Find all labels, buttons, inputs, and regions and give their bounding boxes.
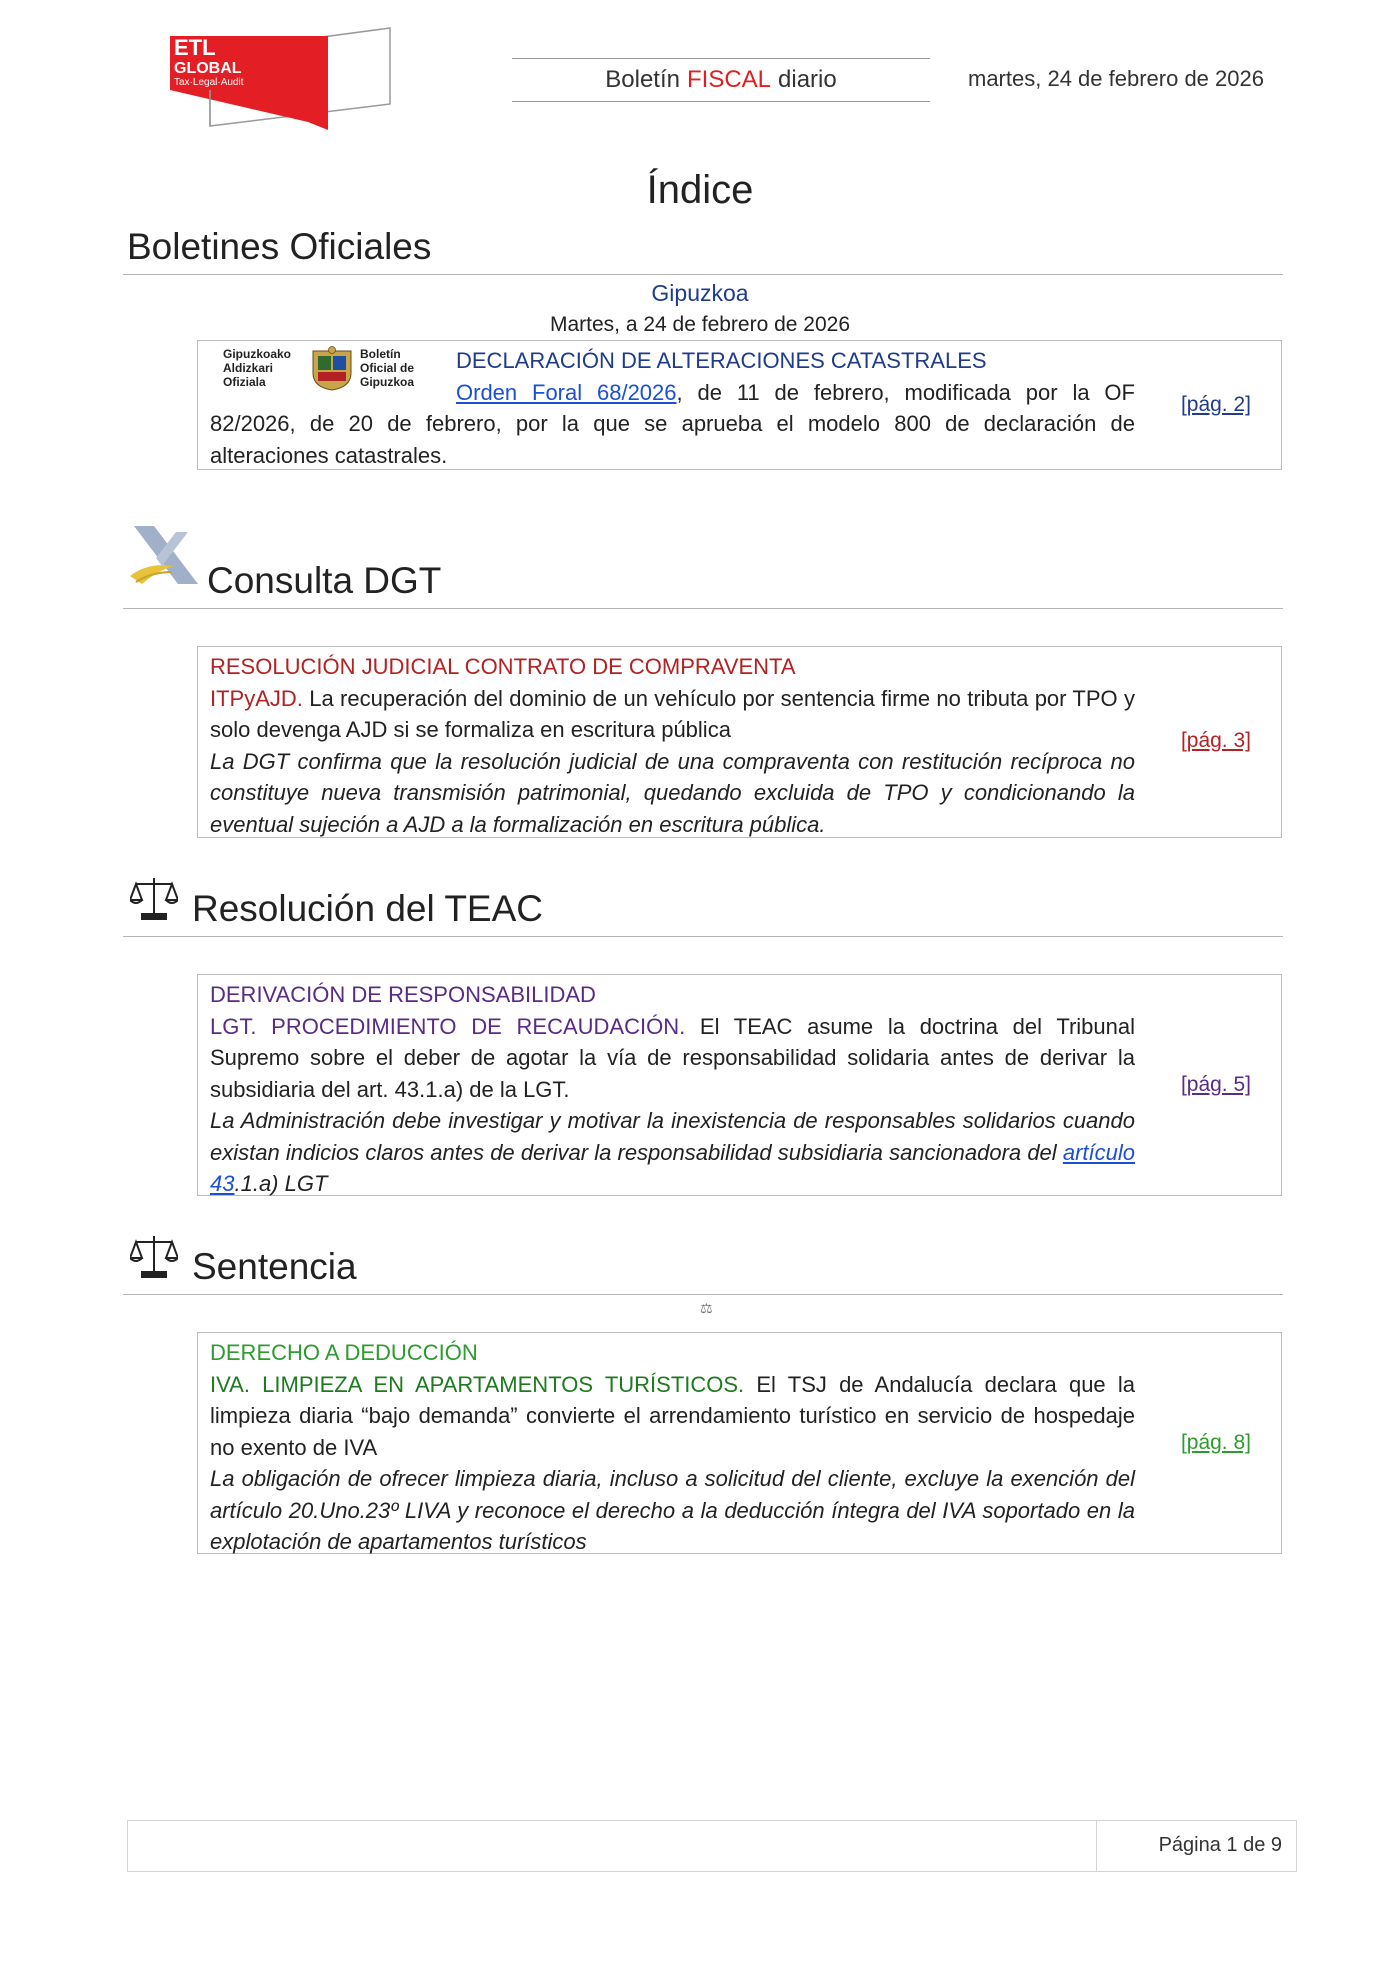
bulletin-title-post: diario — [778, 66, 837, 93]
section-heading-sentencia: Sentencia — [192, 1246, 357, 1287]
section-rule — [123, 936, 1283, 937]
entry-summary — [210, 1105, 1135, 1200]
agencia-tributaria-icon — [128, 522, 204, 594]
entry-text: La recuperación del dominio de un vehículo por sentencia firme no tributa por TPO y solo devenga AJD si se formaliza en escritura pública — [210, 685, 1135, 742]
page-ref-link[interactable]: [pág. 2] — [1180, 393, 1251, 416]
bulletin-title-pre: Boletín — [605, 66, 680, 93]
region-label: Gipuzkoa — [651, 280, 749, 306]
section-rule — [123, 274, 1283, 275]
bulletin-title-accent: FISCAL — [686, 66, 772, 93]
logo-text-etl: ETL — [174, 35, 216, 60]
bog-logo-text: Gipuzkoako — [223, 347, 292, 361]
header-date: martes, 24 de febrero de 2026 — [968, 66, 1264, 91]
entry-dgt — [197, 646, 1282, 838]
entry-text: El TEAC asume la doctrina del Tribunal Supremo sobre el deber de agotar la vía de responsabilidad solidaria antes de derivar la subsidiaria del art. 43.1.a) de la LGT. — [210, 1013, 1135, 1102]
entry-text: , de 11 de febrero, modificada por la OF 82/2026, de 20 de febrero, por la que se aprueba el modelo 800 de declaración de alteraciones catastrales. — [210, 379, 1135, 468]
page-ref-link[interactable]: [pág. 5] — [1180, 1073, 1251, 1096]
footer-divider — [1096, 1821, 1097, 1871]
entry-summary-text: .1.a) LGT — [234, 1171, 328, 1196]
articulo-43-link[interactable]: artículo 43 — [210, 1139, 1135, 1196]
entry-body — [210, 345, 1135, 471]
entry-sentencia — [197, 1332, 1282, 1554]
bog-logo-text: Gipuzkoa — [360, 375, 415, 389]
entry-category: DERIVACIÓN DE RESPONSABILIDAD — [210, 982, 596, 1007]
orden-foral-link[interactable]: Orden Foral 68/2026 — [456, 379, 677, 405]
entry-summary: La obligación de ofrecer limpieza diaria, incluso a solicitud del cliente, excluye la exención del artículo 20.Uno.23º LIVA y reconoce el derecho a la deducción íntegra del IVA soportado en la explotación de apartamentos turísticos — [210, 1466, 1135, 1554]
section-heading-dgt: Consulta DGT — [207, 560, 442, 601]
bog-logo-text: Aldizkari — [223, 361, 274, 375]
entry-lead: LGT. PROCEDIMIENTO DE RECAUDACIÓN. — [210, 1013, 686, 1039]
entry-text: El TSJ de Andalucía declara que la limpieza diaria “bajo demanda” convierte el arrendamiento turístico en servicio de hospedaje no exento de IVA — [210, 1371, 1136, 1460]
logo-text-global: GLOBAL — [174, 60, 242, 77]
entry-body — [210, 979, 1135, 1200]
page-title: Índice — [646, 168, 754, 212]
entry-summary-text: La Administración debe investigar y motivar la inexistencia de responsables solidarios cuando existan indicios claros antes de derivar la responsabilidad subsidiaria sancionadora del — [210, 1108, 1135, 1165]
entry-category: DECLARACIÓN DE ALTERACIONES CATASTRALES — [456, 348, 987, 373]
bog-logo-text: Ofiziala — [223, 375, 266, 389]
entry-body — [210, 651, 1135, 840]
entry-boletines — [197, 340, 1282, 470]
page-ref-link[interactable]: [pág. 8] — [1180, 1431, 1251, 1454]
entry-lead: ITPyAJD. — [210, 685, 303, 711]
entry-lead: IVA. LIMPIEZA EN APARTAMENTOS TURÍSTICOS. — [210, 1371, 745, 1397]
small-scale-icon: ⚖ — [700, 1300, 713, 1316]
section-heading-teac: Resolución del TEAC — [192, 888, 543, 929]
bulletin-title — [512, 58, 930, 102]
entry-category: RESOLUCIÓN JUDICIAL CONTRATO DE COMPRAVENTA — [210, 654, 796, 679]
entry-summary: La DGT confirma que la resolución judicial de una compraventa con restitución recíproca no constituye nueva transmisión patrimonial, quedando excluida de TPO y condicionando la eventual sujeción a AJD a la formalización en escritura pública. — [210, 748, 1135, 837]
section-heading-boletines: Boletines Oficiales — [127, 226, 432, 267]
gazette-date: Martes, a 24 de febrero de 2026 — [549, 313, 851, 336]
section-rule — [123, 608, 1283, 609]
bog-logo-text: Boletín — [360, 347, 401, 361]
etl-global-logo — [160, 22, 395, 134]
page-ref-link[interactable]: [pág. 3] — [1180, 729, 1251, 752]
page-number: Página 1 de 9 — [1158, 1834, 1282, 1856]
entry-category: DERECHO A DEDUCCIÓN — [210, 1340, 478, 1365]
balance-scale-icon — [130, 1232, 178, 1280]
logo-text-tagline: Tax·Legal·Audit — [174, 77, 244, 88]
bog-logo-text: Oficial de — [360, 361, 415, 375]
page-footer — [127, 1820, 1297, 1872]
section-rule — [123, 1294, 1283, 1295]
entry-teac — [197, 974, 1282, 1196]
entry-body — [210, 1337, 1135, 1558]
balance-scale-icon — [130, 874, 178, 922]
